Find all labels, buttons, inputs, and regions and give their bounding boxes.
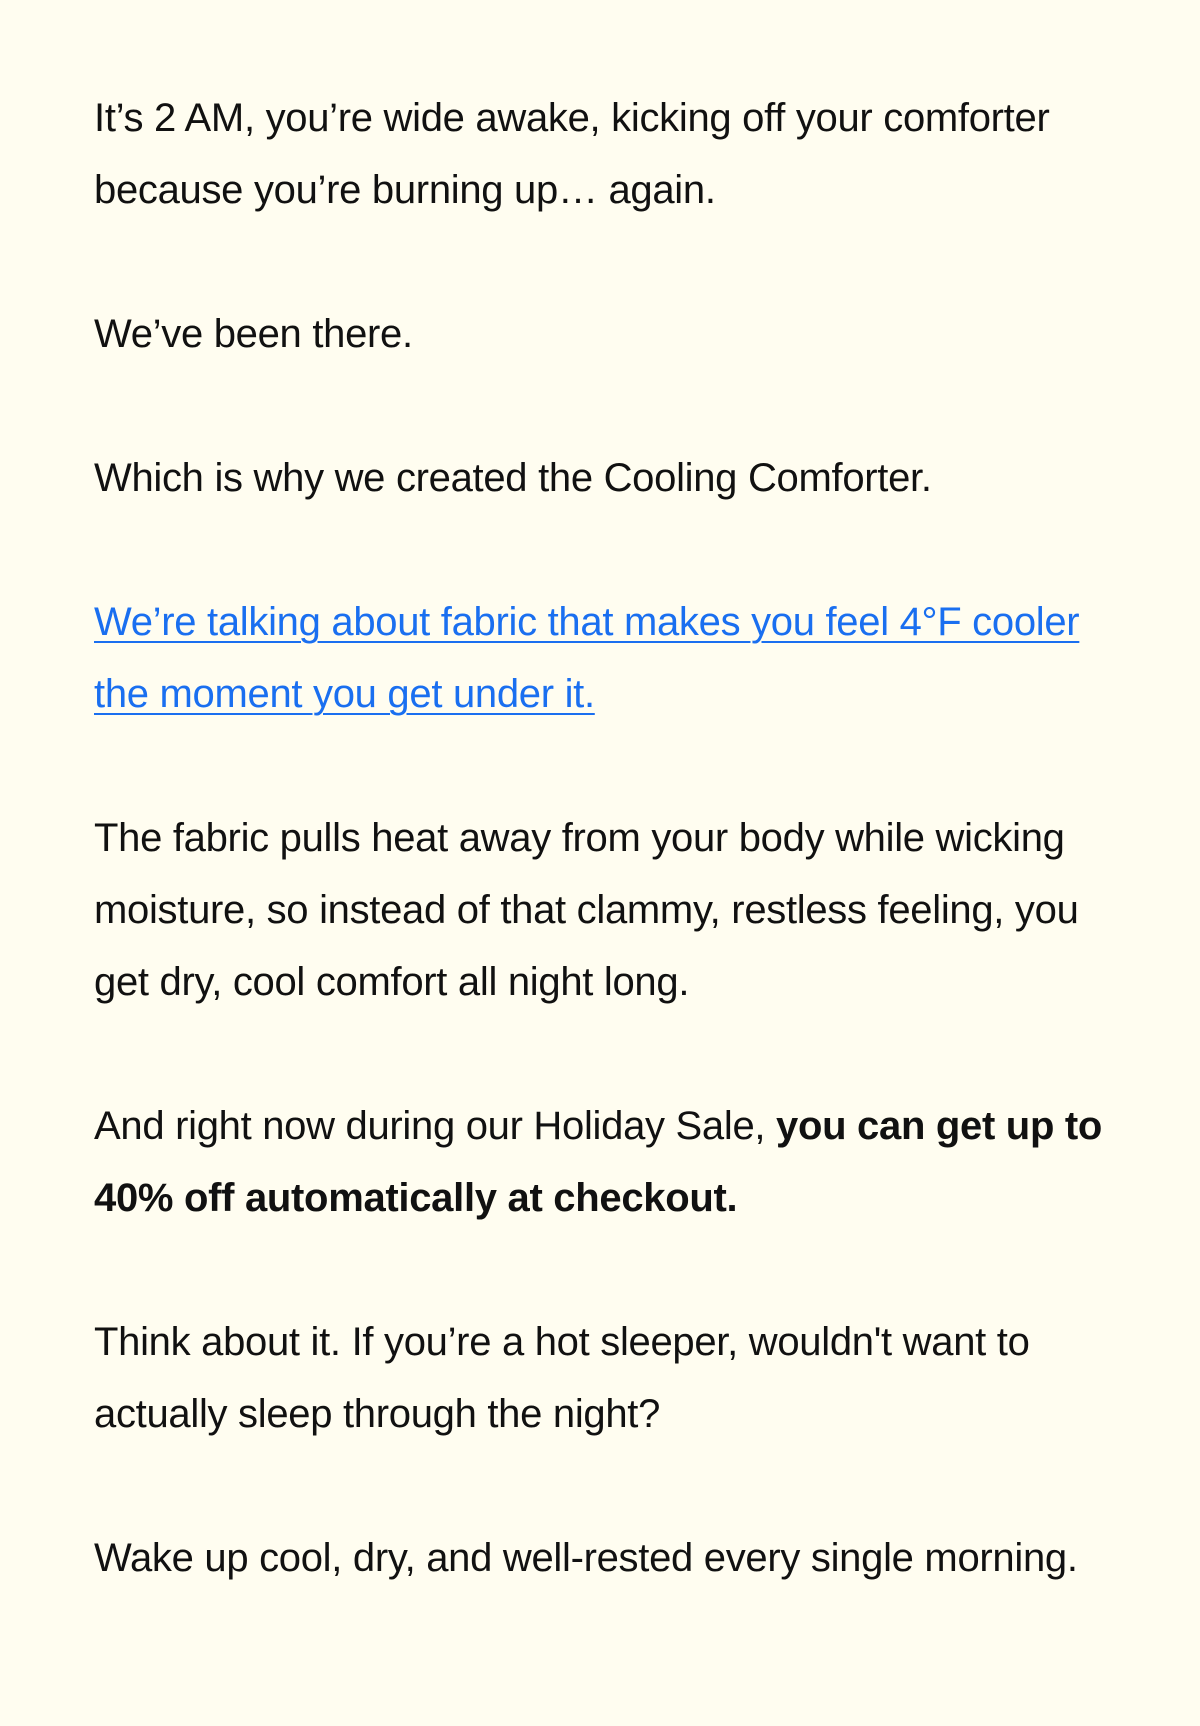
email-body [94,82,1124,1666]
discount-highlight: you can get up to 40% off automatically at checkout. [94,1104,1103,1220]
paragraph-cooling-comforter: Which is why we created the Cooling Comforter. [94,456,932,500]
paragraph-holiday-sale [94,1090,1124,1234]
holiday-sale-intro: And right now during our Holiday Sale, [94,1104,777,1148]
paragraph-wake-up: Wake up cool, dry, and well-rested every single morning. [94,1536,1078,1580]
paragraph-hot-sleeper: Think about it. If you’re a hot sleeper, wouldn't want to actually sleep through the night? [94,1320,1030,1436]
paragraph-been-there: We’ve been there. [94,312,413,356]
paragraph-opening: It’s 2 AM, you’re wide awake, kicking off your comforter because you’re burning up… again. [94,96,1050,212]
paragraph-fabric-link [94,586,1124,730]
paragraph-fabric-details: The fabric pulls heat away from your body while wicking moisture, so instead of that clammy, restless feeling, you get dry, cool comfort all night long. [94,816,1079,1004]
fabric-cooler-link[interactable]: We’re talking about fabric that makes you feel 4°F cooler the moment you get under it. [94,600,1080,716]
